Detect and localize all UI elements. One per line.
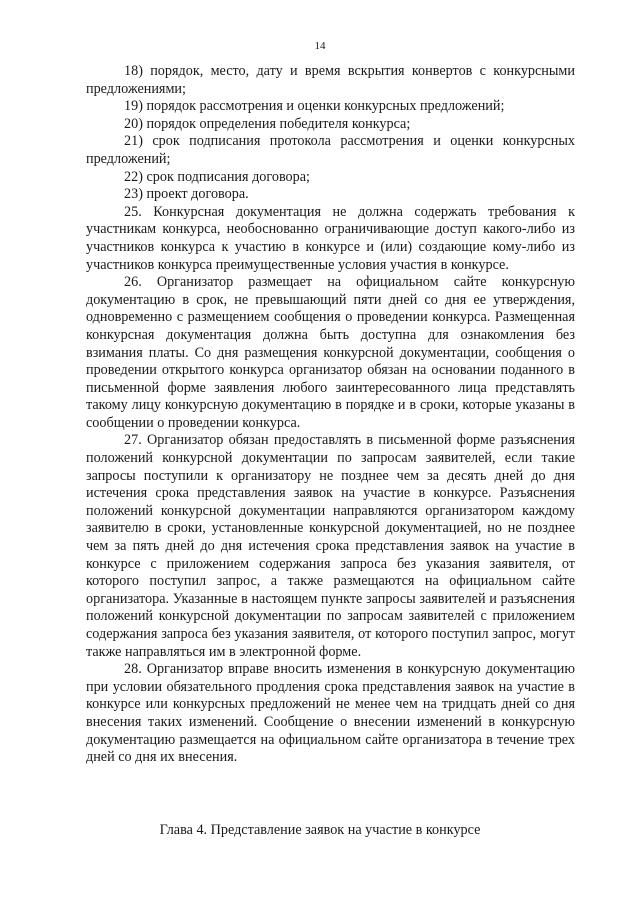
chapter-heading: Глава 4. Представление заявок на участие в конкурсе [159,822,481,838]
clause-26: 26. Организатор размещает на официальном сайте конкурсную документацию в срок, не превышающий пяти дней со дня ее утверждения, одновременно с размещением сообщения о проведении конкурса. Размещенная конкурсная документация должна быть доступна для ознакомления без взимания платы. Со дня размещения конкурсной документации, сообщения о проведении открытого конкурса организатор обязан на основании поданного в письменной форме заявления любого заинтересованного лица представлять такому лицу конкурсную документацию в порядке и в сроки, которые указаны в сообщении о проведении конкурса. [86,274,575,431]
clause-28: 28. Организатор вправе вносить изменения в конкурсную документацию при условии обязательного продления срока представления заявок на участие в конкурсе или конкурсных предложений не менее чем на тридцать дней со дня внесения таких изменений. Сообщение о внесении изменений в конкурсную документацию размещается на официальном сайте организатора в течение трех дней со дня их внесения. [86,661,575,766]
list-item-21: 21) срок подписания протокола рассмотрения и оценки конкурсных предложений; [86,133,575,167]
list-item-20: 20) порядок определения победителя конкурса; [124,115,411,132]
list-item-19: 19) порядок рассмотрения и оценки конкурсных предложений; [124,98,505,115]
clause-27: 27. Организатор обязан предоставлять в письменной форме разъяснения положений конкурсной документации по запросам заявителей, если такие запросы поступили к организатору не позднее чем за десять дней до дня истечения срока представления заявок на участие в конкурсе. Разъяснения положений конкурсной документации направляются организатором каждому заявителю в сроки, установленные конкурсной документацией, но не позднее чем за пять дней до дня истечения срока представления заявок на участие в конкурсе с приложением содержания запроса без указания заявителя, от которого поступил запрос, а также размещаются на официальном сайте организатора. Указанные в настоящем пункте запросы заявителей и разъяснения положений конкурсной документации по запросам заявителей с приложением содержания запроса без указания заявителя, от которого поступил запрос, могут также направляться им в электронной форме. [86,432,575,660]
list-item-23: 23) проект договора. [124,186,249,203]
page-number: 14 [314,40,326,52]
list-item-22: 22) срок подписания договора; [124,168,310,185]
list-item-18: 18) порядок, место, дату и время вскрытия конвертов с конкурсными предложениями; [86,63,575,97]
document-body [86,63,575,767]
clause-25: 25. Конкурсная документация не должна содержать требования к участникам конкурса, необоснованно ограничивающие доступ какого-либо из участников конкурса к участию в конкурсе и (или) создающие кому-либо из участников конкурса преимущественные условия участия в конкурсе. [86,203,575,273]
